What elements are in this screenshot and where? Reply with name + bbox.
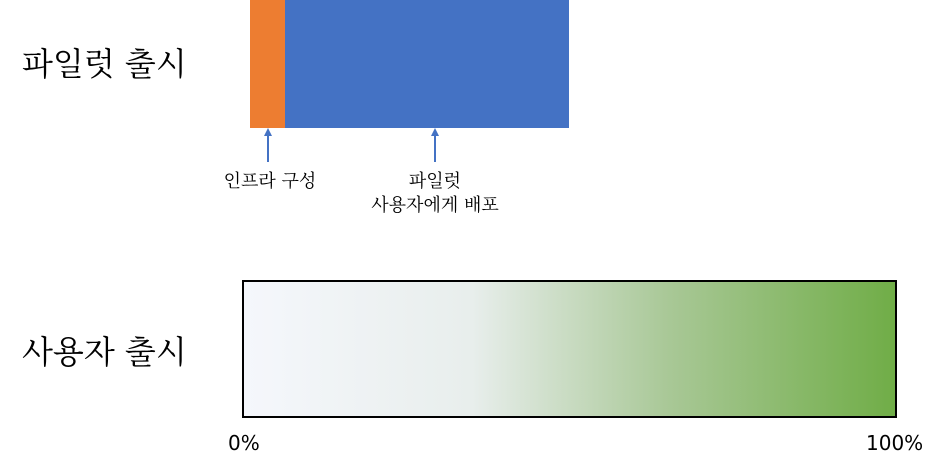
deploy-callout-line2: 사용자에게 배포 — [371, 195, 499, 216]
axis-end-label: 100% — [866, 431, 924, 455]
axis-start-label: 0% — [228, 431, 260, 455]
pilot-release-bar — [250, 0, 569, 128]
infra-callout-text: 인프라 구성 — [223, 171, 317, 192]
deploy-arrow-icon — [430, 128, 440, 162]
deploy-callout — [345, 170, 525, 218]
pilot-deploy-segment — [285, 0, 569, 128]
pilot-release-label: 파일럿 출시 — [22, 45, 187, 83]
infra-arrow-icon — [263, 128, 273, 162]
user-release-gradient-bar — [242, 280, 897, 418]
user-release-label: 사용자 출시 — [22, 333, 187, 371]
deploy-callout-line1: 파일럿 — [408, 171, 462, 192]
infra-setup-segment — [250, 0, 285, 128]
infra-callout — [200, 170, 340, 194]
